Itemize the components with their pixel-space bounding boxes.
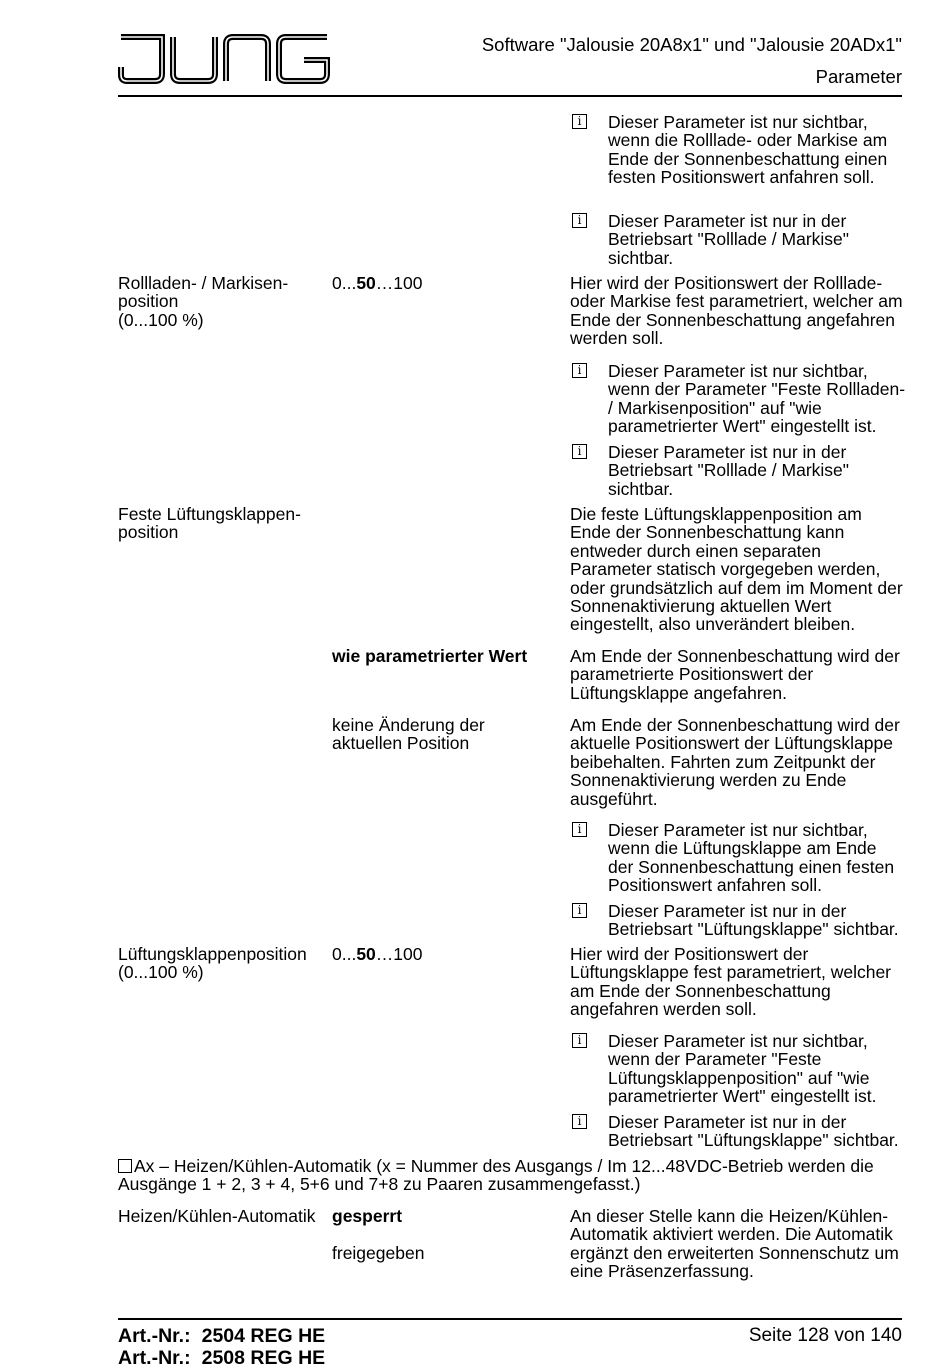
article-numbers: Art.-Nr.: 2504 REG HE Art.-Nr.: 2508 REG HE (118, 1325, 326, 1369)
param-name-feste-lueftung: Feste Lüftungsklappen- position (118, 504, 301, 543)
section-title: Parameter (815, 66, 902, 87)
info-note: i Dieser Parameter ist nur sichtbar, wenn die Lüftungsklappe am Ende der Sonnenbeschattung einen festen Positionswert anfahren soll. (570, 821, 906, 895)
info-note: i Dieser Parameter ist nur in der Betriebsart "Rolllade / Markise" sichtbar. (570, 443, 906, 498)
info-icon: i (572, 213, 587, 228)
info-icon: i (572, 822, 587, 837)
info-icon: i (572, 363, 587, 378)
param-desc-lueftung: Hier wird der Positionswert der Lüftungsklappe fest parametriert, welcher am Ende der Sonnenbeschattung angefahren werden soll. (570, 944, 891, 1020)
footer-rule (118, 1318, 902, 1320)
option-keine-aenderung: keine Änderung der aktuellen Position (332, 715, 485, 754)
option-wie-parametrierter-wert: wie parametrierter Wert (332, 646, 528, 666)
param-desc-rollladen: Hier wird der Positionswert der Rolllade- oder Markise fest parametriert, welcher am Ende der Sonnenbeschattung angefahren werden soll. (570, 273, 903, 349)
info-note: i Dieser Parameter ist nur sichtbar, wenn der Parameter "Feste Rollladen- / Markisenposition" auf "wie parametrierter Wert" eingestellt ist. (570, 362, 906, 436)
param-name-heizen-kuehlen: Heizen/Kühlen-Automatik (118, 1206, 316, 1226)
param-range-lueftung: 0...50…100 (332, 944, 423, 964)
param-desc-heizen-kuehlen: An dieser Stelle kann die Heizen/Kühlen-Automatik aktiviert werden. Die Automatik ergänzt den erweiterten Sonnenschutz um eine Präsenzerfassung. (570, 1206, 899, 1282)
section-heading: Ax – Heizen/Kühlen-Automatik (x = Nummer des Ausgangs / Im 12...48VDC-Betrieb werden die Ausgänge 1 + 2, 3 + 4, 5+6 und 7+8 zu Paaren zusammengefasst.) (118, 1156, 874, 1195)
param-name-lueftung-position: Lüftungsklappenposition (0...100 %) (118, 944, 307, 983)
info-icon: i (572, 1033, 587, 1048)
param-desc-feste-lueftung: Die feste Lüftungsklappenposition am Ende der Sonnenbeschattung kann entweder durch einen separaten Parameter statisch vorgegeben werden, oder grundsätzlich auf dem im Moment der Sonnenaktivierung aktuellen Wert eingestellt, also unverändert bleiben. (570, 504, 903, 635)
header-rule (118, 95, 902, 97)
page-number: Seite 128 von 140 (748, 1325, 902, 1346)
option-gesperrt: gesperrt (332, 1206, 403, 1226)
info-icon: i (572, 1114, 587, 1129)
param-name-rollladen-position: Rollladen- / Markisen- position (0...100 %) (118, 273, 289, 330)
info-note: i Dieser Parameter ist nur in der Betriebsart "Rolllade / Markise" sichtbar. (570, 212, 906, 267)
info-note: i Dieser Parameter ist nur in der Betriebsart "Lüftungsklappe" sichtbar. (570, 902, 906, 939)
info-icon: i (572, 114, 587, 129)
jung-logo (118, 33, 332, 85)
info-note: i Dieser Parameter ist nur sichtbar, wenn die Rolllade- oder Markise am Ende der Sonnenbeschattung einen festen Positionswert anfahren soll. (570, 113, 906, 187)
info-icon: i (572, 444, 587, 459)
option-freigegeben: freigegeben (332, 1243, 425, 1263)
info-note: i Dieser Parameter ist nur sichtbar, wenn der Parameter "Feste Lüftungsklappenposition" auf "wie parametrierter Wert" eingestellt ist. (570, 1032, 906, 1106)
info-icon: i (572, 903, 587, 918)
parameter-page-icon (118, 1159, 132, 1173)
param-range-rollladen: 0...50…100 (332, 273, 423, 293)
option-desc: Am Ende der Sonnenbeschattung wird der parametrierte Positionswert der Lüftungsklappe angefahren. (570, 646, 900, 703)
info-note: i Dieser Parameter ist nur in der Betriebsart "Lüftungsklappe" sichtbar. (570, 1113, 906, 1150)
option-desc: Am Ende der Sonnenbeschattung wird der aktuelle Positionswert der Lüftungsklappe beibehalten. Fahrten zum Zeitpunkt der Sonnenaktivierung werden zu Ende ausgeführt. (570, 715, 900, 809)
document-title: Software "Jalousie 20A8x1" und "Jalousie 20ADx1" (481, 34, 902, 55)
